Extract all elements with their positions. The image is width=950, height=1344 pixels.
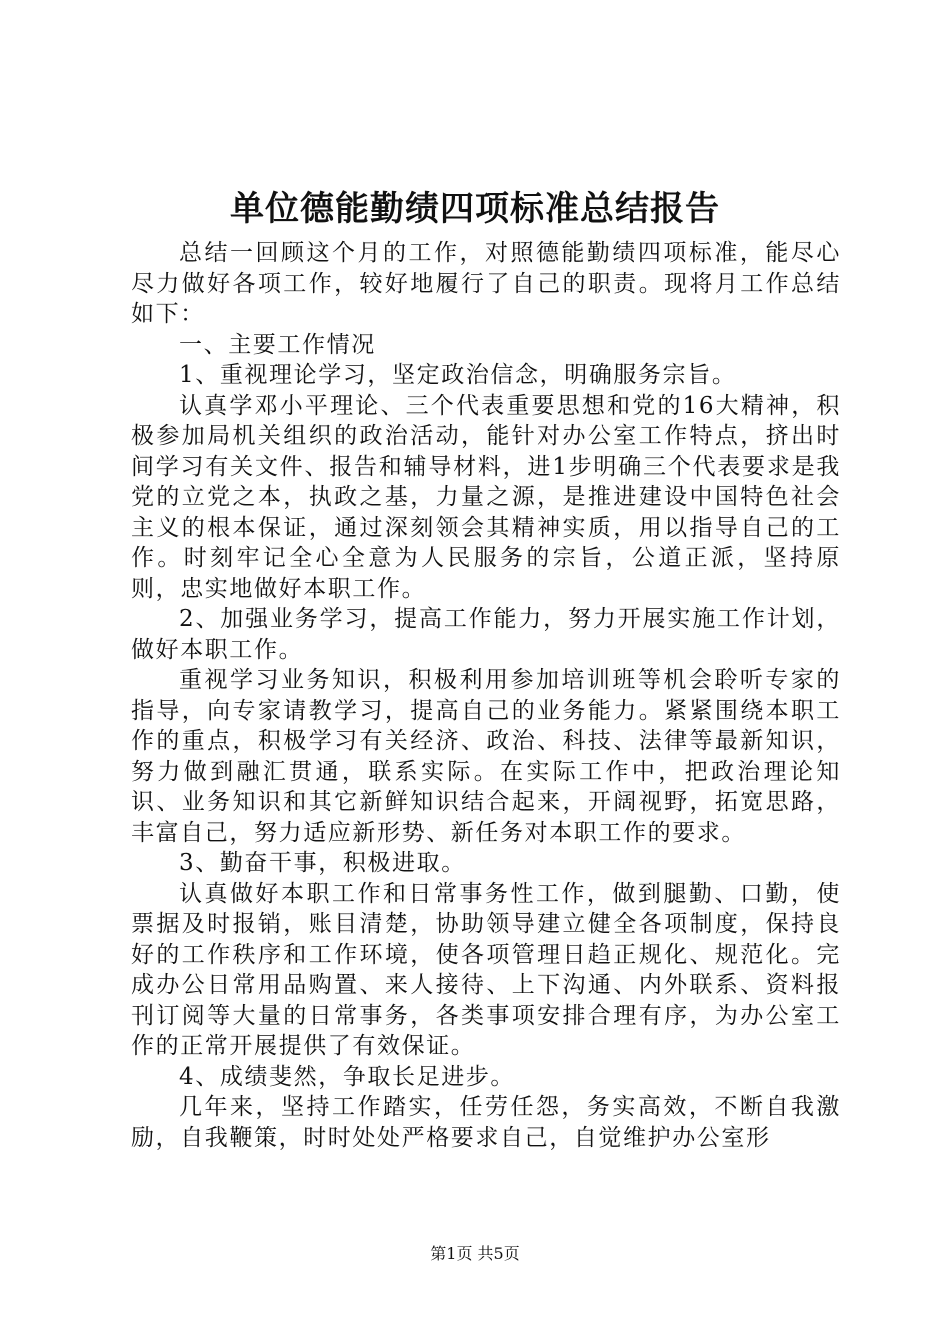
document-body [131,238,841,1153]
body-paragraph: 认真学邓小平理论、三个代表重要思想和党的16大精神，积极参加局机关组织的政治活动，能针对办公室工作特点，挤出时间学习有关文件、报告和辅导材料，进1步明确三个代表要求是我党的立党之本，执政之基，力量之源，是推进建设中国特色社会主义的根本保证，通过深刻领会其精神实质，用以指导自己的工作。时刻牢记全心全意为人民服务的宗旨，公道正派，坚持原则，忠实地做好本职工作。 [131,392,841,602]
item-heading: 2、加强业务学习，提高工作能力，努力开展实施工作计划，做好本职工作。 [131,606,841,663]
body-paragraph: 重视学习业务知识，积极利用参加培训班等机会聆听专家的指导，向专家请教学习，提高自己的业务能力。紧紧围绕本职工作的重点，积极学习有关经济、政治、科技、法律等最新知识，努力做到融汇贯通，联系实际。在实际工作中，把政治理论知识、业务知识和其它新鲜知识结合起来，开阔视野，拓宽思路，丰富自己，努力适应新形势、新任务对本职工作的要求。 [131,667,841,846]
item-heading: 3、勤奋干事，积极进取。 [179,850,466,876]
section-heading: 一、主要工作情况 [179,331,376,358]
intro-paragraph: 总结一回顾这个月的工作，对照德能勤绩四项标准，能尽心尽力做好各项工作，较好地履行了自己的职责。现将月工作总结如下： [131,240,841,327]
item-heading: 1、重视理论学习，坚定政治信念，明确服务宗旨。 [179,362,737,388]
body-paragraph: 几年来，坚持工作踏实，任劳任怨，务实高效，不断自我激励，自我鞭策，时时处处严格要求自己，自觉维护办公室形 [131,1094,841,1151]
document-title: 单位德能勤绩四项标准总结报告 [230,189,720,229]
body-paragraph: 认真做好本职工作和日常事务性工作，做到腿勤、口勤，使票据及时报销，账目清楚，协助领导建立健全各项制度，保持良好的工作秩序和工作环境，使各项管理日趋正规化、规范化。完成办公日常用品购置、来人接待、上下沟通、内外联系、资料报刊订阅等大量的日常事务，各类事项安排合理有序，为办公室工作的正常开展提供了有效保证。 [131,880,841,1059]
item-heading: 4、成绩斐然，争取长足进步。 [179,1063,516,1090]
page-footer: 第1页 共5页 [430,1244,520,1263]
